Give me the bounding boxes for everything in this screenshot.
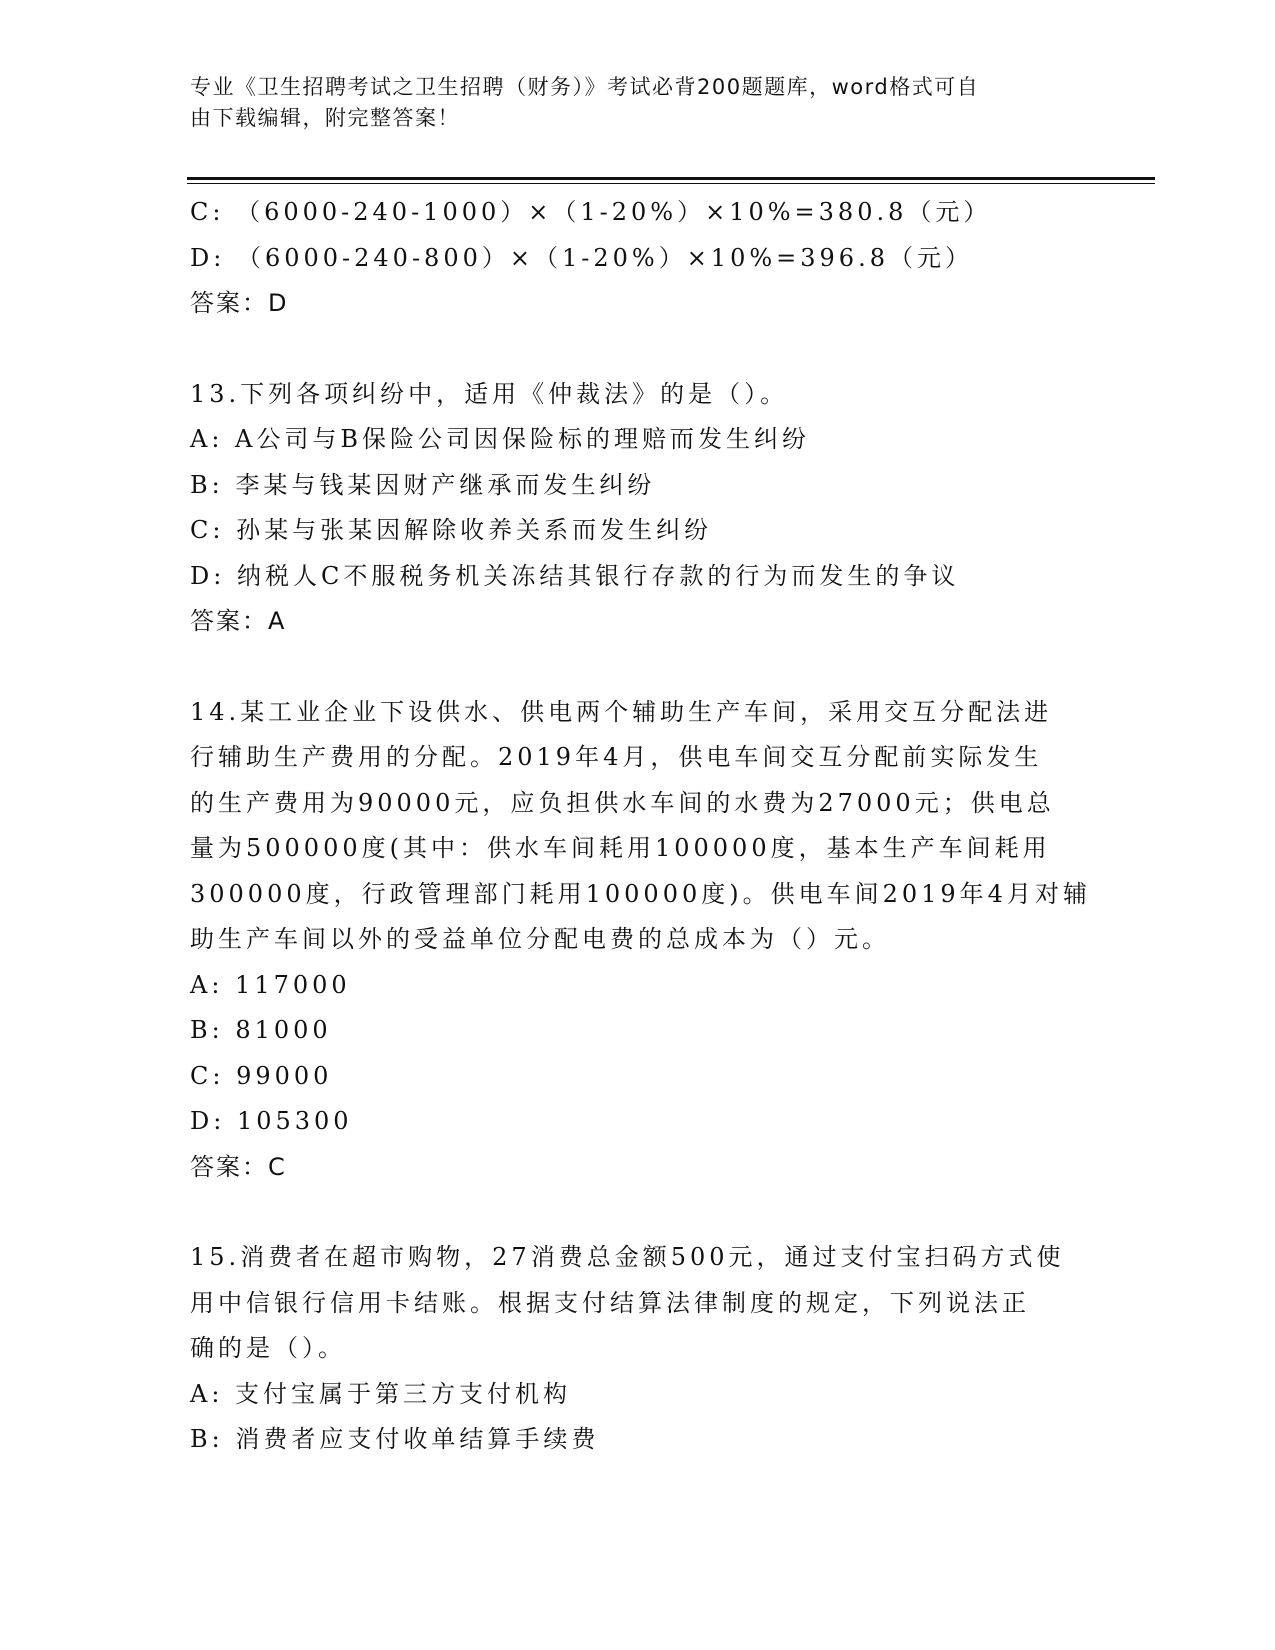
option-a: A: A公司与B保险公司因保险标的理赔而发生纠纷 [190, 425, 811, 453]
option-d: D: 纳税人C不服税务机关冻结其银行存款的行为而发生的争议 [190, 561, 960, 590]
question-stem-line: 15.消费者在超市购物，27消费总金额500元，通过支付宝扫码方式使 [190, 1243, 1065, 1271]
option-c: C: 孙某与张某因解除收养关系而发生纠纷 [190, 516, 713, 544]
header-line-2: 由下载编辑，附完整答案！ [190, 106, 460, 130]
question-stem-line: 助生产车间以外的受益单位分配电费的总成本为（）元。 [190, 925, 890, 953]
answer-line: 答案：A [190, 607, 287, 635]
question-stem-line: 的生产费用为90000元，应负担供水车间的水费为27000元；供电总 [190, 788, 1055, 817]
option-b: B: 消费者应支付收单结算手续费 [190, 1425, 600, 1453]
spacer [190, 327, 1090, 372]
document-header [190, 72, 1090, 134]
option-a: A: 117000 [190, 970, 351, 999]
answer-line: 答案：C [190, 1152, 287, 1181]
question-stem-line: 行辅助生产费用的分配。2019年4月，供电车间交互分配前实际发生 [190, 743, 1043, 771]
question-stem-line: 300000度，行政管理部门耗用100000度)。供电车间2019年4月对辅 [190, 879, 1091, 908]
option-d: D: （6000-240-800）×（1-20%）×10%=396.8（元） [190, 243, 973, 272]
question-stem-line: 确的是（）。 [190, 1334, 346, 1362]
option-a: A: 支付宝属于第三方支付机构 [190, 1379, 572, 1408]
header-divider-thin [187, 183, 1155, 184]
option-c: C: （6000-240-1000）×（1-20%）×10%=380.8（元） [190, 198, 992, 226]
option-d: D: 105300 [190, 1107, 353, 1135]
header-divider-thick [187, 177, 1155, 180]
option-c: C: 99000 [190, 1061, 333, 1090]
question-13 [190, 372, 1090, 645]
spacer [190, 1190, 1090, 1235]
answer-line: 答案：D [190, 289, 289, 317]
question-14 [190, 690, 1090, 1191]
question-stem-line: 用中信银行信用卡结账。根据支付结算法律制度的规定，下列说法正 [190, 1288, 1030, 1317]
question-stem: 13.下列各项纠纷中，适用《仲裁法》的是（）。 [190, 379, 789, 408]
option-b: B: 李某与钱某因财产继承而发生纠纷 [190, 470, 656, 499]
question-12-continued [190, 190, 1090, 327]
document-body [190, 190, 1090, 1463]
question-stem-line: 14.某工业企业下设供水、供电两个辅助生产车间，采用交互分配法进 [190, 697, 1053, 726]
spacer [190, 645, 1090, 690]
question-stem-line: 量为500000度(其中：供水车间耗用100000度，基本生产车间耗用 [190, 834, 1051, 862]
option-b: B: 81000 [190, 1016, 332, 1044]
question-15 [190, 1235, 1090, 1463]
header-line-1: 专业《卫生招聘考试之卫生招聘（财务）》考试必背200题题库，word格式可自 [190, 75, 980, 99]
